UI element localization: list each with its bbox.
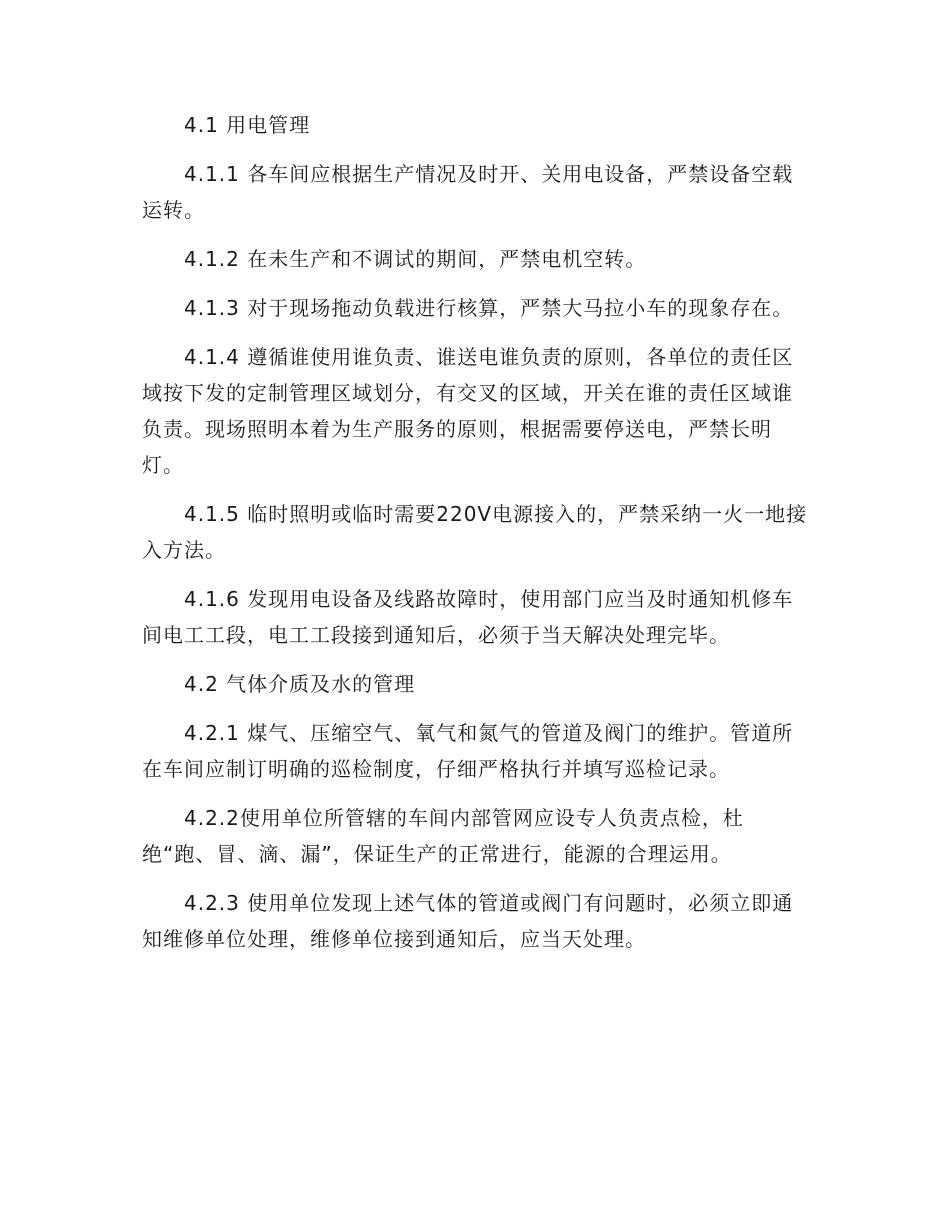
paragraph-4-1-4: 4.1.4 遵循谁使用谁负责、谁送电谁负责的原则，各单位的责任区域按下发的定制管理区域划分，有交叉的区域，开关在谁的责任区域谁负责。现场照明本着为生产服务的原则，根据需要停送电，严禁长明灯。 [142, 345, 794, 477]
section-heading-4-2: 4.2 气体介质及水的管理 [184, 672, 416, 696]
paragraph-4-2-1: 4.2.1 煤气、压缩空气、氧气和氮气的管道及阀门的维护。管道所在车间应制订明确的巡检制度，仔细严格执行并填写巡检记录。 [142, 721, 794, 781]
document-body [142, 107, 810, 957]
paragraph-4-1-6: 4.1.6 发现用电设备及线路故障时，使用部门应当及时通知机修车间电工工段，电工工段接到通知后，必须于当天解决处理完毕。 [142, 587, 794, 647]
paragraph-4-2-3: 4.2.3 使用单位发现上述气体的管道或阀门有问题时，必须立即通知维修单位处理，维修单位接到通知后，应当天处理。 [142, 891, 794, 951]
section-heading-4-1: 4.1 用电管理 [184, 113, 311, 137]
paragraph-4-1-1: 4.1.1 各车间应根据生产情况及时开、关用电设备，严禁设备空载运转。 [142, 162, 794, 222]
paragraph-4-1-5: 4.1.5 临时照明或临时需要220V电源接入的，严禁采纳一火一地接入方法。 [142, 502, 808, 562]
paragraph-4-1-2: 4.1.2 在未生产和不调试的期间，严禁电机空转。 [184, 247, 647, 271]
paragraph-4-2-2: 4.2.2使用单位所管辖的车间内部管网应设专人负责点检，杜绝“跑、冒、滴、漏”，保证生产的正常进行，能源的合理运用。 [142, 806, 744, 866]
paragraph-4-1-3: 4.1.3 对于现场拖动负载进行核算，严禁大马拉小车的现象存在。 [184, 296, 794, 320]
